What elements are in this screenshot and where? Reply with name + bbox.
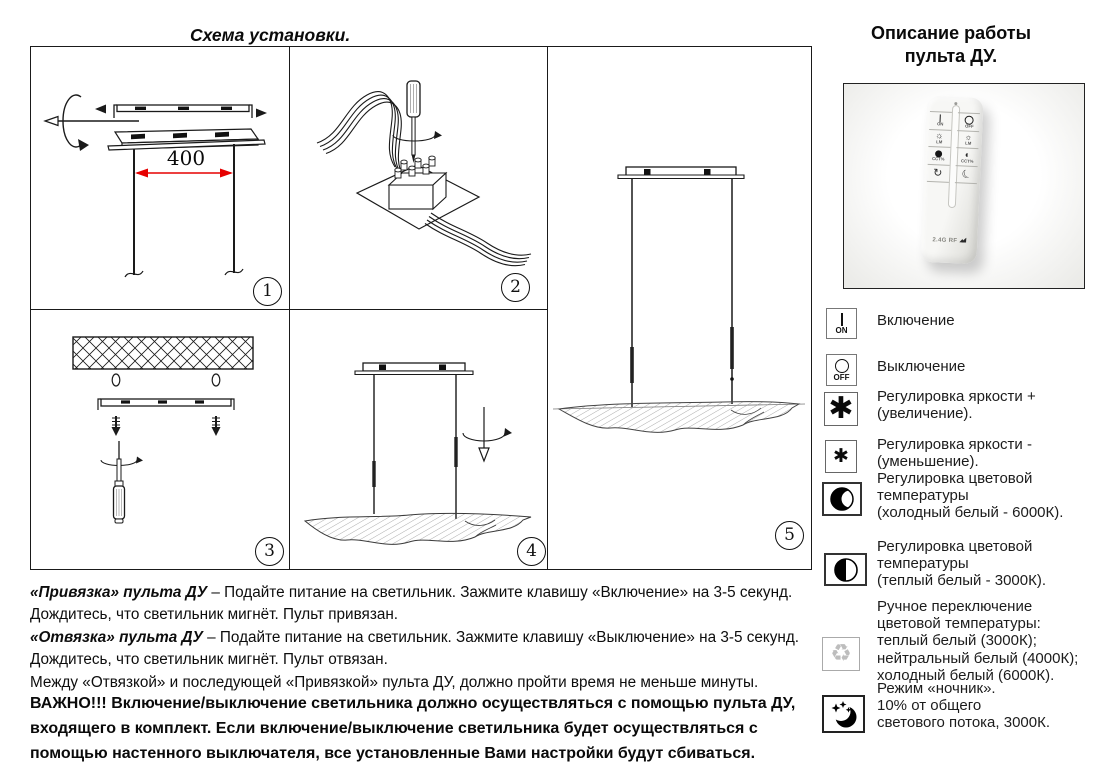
remote-control bbox=[920, 96, 983, 264]
screw-icon bbox=[212, 416, 221, 436]
rf-wing-icon bbox=[959, 237, 966, 242]
dimension-400-label: 400 bbox=[166, 146, 206, 170]
cct-cycle-icon: ♻ bbox=[822, 637, 860, 671]
half-filled-circle-icon bbox=[833, 557, 859, 583]
legend-cct-cold-text: Регулировка цветовой температуры (холодный белый - 6000К). bbox=[877, 470, 1064, 522]
binding-lead: «Привязка» пульта ДУ bbox=[30, 584, 208, 601]
screwdriver-icon bbox=[393, 81, 442, 163]
panel-2-drawing bbox=[289, 47, 547, 309]
off-button-icon: OFF bbox=[826, 354, 857, 386]
panel-1-drawing bbox=[31, 47, 289, 309]
panel-number-5: 5 bbox=[775, 521, 804, 550]
panel-5-drawing bbox=[547, 47, 811, 569]
important-lead: ВАЖНО!!! bbox=[30, 695, 107, 712]
rotate-icon: ↻ bbox=[932, 166, 943, 180]
remote-brightness-up-button: ☼ LM bbox=[935, 130, 944, 146]
install-diagram-grid bbox=[30, 46, 812, 570]
moon-stars-icon bbox=[829, 699, 859, 729]
remote-brightness-down-button: ☼ LM bbox=[964, 132, 973, 147]
panel-4-drawing bbox=[289, 309, 547, 569]
screw-icon bbox=[112, 416, 121, 436]
install-title: Схема установки. bbox=[190, 25, 351, 45]
moon-icon: ☾ bbox=[959, 166, 974, 182]
cct-cold-icon bbox=[822, 482, 862, 516]
remote-photo-box bbox=[843, 83, 1085, 289]
brightness-up-icon: ✱ bbox=[824, 392, 858, 426]
remote-cct-cold-button: CCT% bbox=[928, 147, 949, 165]
mostly-filled-circle-icon bbox=[829, 486, 855, 512]
sun-icon: ☼ bbox=[935, 130, 944, 141]
on-bar-icon bbox=[841, 313, 843, 326]
panel-number-3: 3 bbox=[255, 537, 284, 566]
binding-instructions: «Привязка» пульта ДУ – Подайте питание на светильник. Зажмите клавишу «Включение» на 3-5 секунд. Дождитесь, что светильник мигнёт. Пульт привязан. «Отвязка» пульта ДУ – Подайте питание на светильник. Зажмите клавишу «Выключение» на 3-5 секунд. Дождитесь, что светильник мигнёт. Пульт отвязан. Между «Отвязкой» и последующей «Привязкой» пульта ДУ, должно пройти время не меньше минуты. bbox=[30, 584, 799, 691]
remote-cct-cycle-button bbox=[927, 164, 948, 182]
remote-night-mode-button bbox=[956, 166, 977, 184]
legend-brightness-down-text: Регулировка яркости - (уменьшение). bbox=[877, 436, 1032, 471]
screwdriver-icon bbox=[101, 441, 143, 523]
legend-night-mode-text: Режим «ночник». 10% от общего светового потока, 3000К. bbox=[877, 680, 1051, 732]
off-circle-icon bbox=[835, 359, 849, 373]
important-note: ВАЖНО!!! Включение/выключение светильника должно осуществляться с помощью пульта ДУ, входящего в комплект. Если включение/выключение светильника будет осуществляться с помощью настенного выключателя, все установленные Вами настройки будут сбиваться. bbox=[30, 695, 796, 762]
unbinding-lead: «Отвязка» пульта ДУ bbox=[30, 628, 203, 646]
half-circle-icon: ◐ bbox=[964, 149, 971, 160]
legend-off-text: Выключение bbox=[877, 358, 966, 375]
on-button-icon: ON bbox=[826, 308, 857, 339]
rf-marking: 2.4G RF bbox=[921, 236, 977, 245]
binding-note: Между «Отвязкой» и последующей «Привязкой» пульта ДУ, должно пройти время не меньше минуты. bbox=[30, 673, 759, 691]
legend-cct-warm-text: Регулировка цветовой температуры (теплый белый - 3000К). bbox=[877, 538, 1047, 590]
panel-3-drawing bbox=[31, 309, 289, 569]
remote-on-button: ON bbox=[930, 112, 951, 130]
remote-desc-title: Описание работы пульта ДУ. bbox=[871, 23, 1031, 66]
legend-on-text: Включение bbox=[877, 312, 955, 329]
remote-cct-warm-button: ◐ CCT% bbox=[960, 149, 974, 165]
panel-number-4: 4 bbox=[517, 537, 546, 566]
remote-off-button: OFF bbox=[959, 113, 980, 131]
legend-brightness-up-text: Регулировка яркости + (увеличение). bbox=[877, 388, 1036, 423]
legend-cct-cycle-text: Ручное переключение цветовой температуры: теплый белый (3000К); нейтральный белый (4000К); холодный белый (6000К). bbox=[877, 598, 1079, 684]
panel-number-1: 1 bbox=[253, 277, 282, 306]
brightness-down-icon: ✱ bbox=[825, 440, 857, 473]
night-mode-icon bbox=[822, 695, 865, 733]
panel-number-2: 2 bbox=[501, 273, 530, 302]
sun-icon: ☼ bbox=[964, 132, 973, 143]
cct-warm-icon bbox=[824, 553, 867, 586]
